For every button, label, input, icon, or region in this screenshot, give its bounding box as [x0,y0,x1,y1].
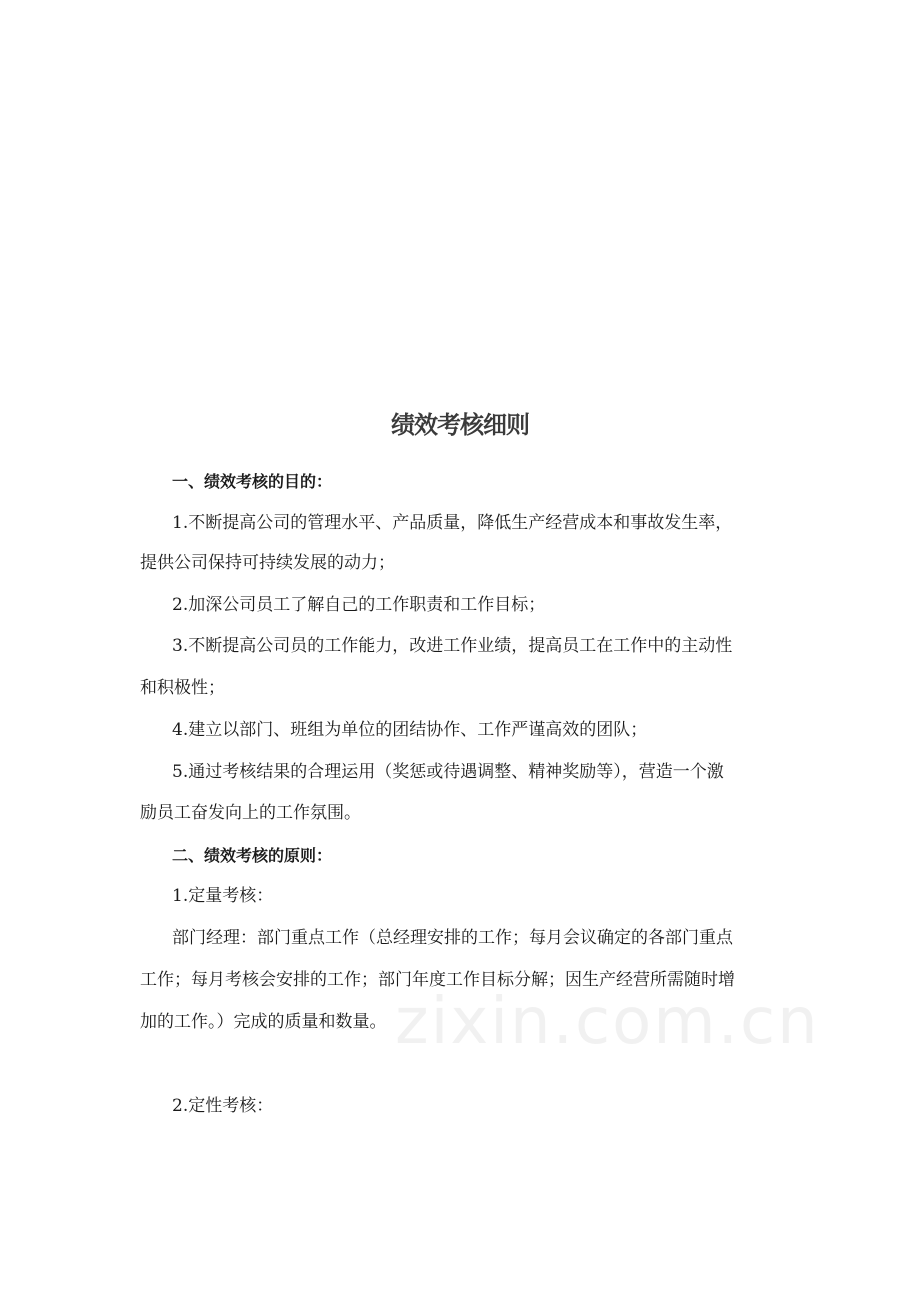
paragraph-line: 2.加深公司员工了解自己的工作职责和工作目标； [172,595,546,615]
paragraph-line: 励员工奋发向上的工作氛围。 [140,803,361,823]
paragraph-line: 部门经理：部门重点工作（总经理安排的工作；每月会议确定的各部门重点 [172,928,733,948]
paragraph-line: 提供公司保持可持续发展的动力； [140,553,395,573]
document-title: 绩效考核细则 [391,411,529,439]
section-heading-principles: 二、绩效考核的原则： [172,846,333,865]
paragraph-line: 和积极性； [140,678,225,698]
watermark: zixin.com.cn [395,985,820,1059]
paragraph-line: 2.定性考核： [172,1096,274,1116]
paragraph-line: 1.不断提高公司的管理水平、产品质量，降低生产经营成本和事故发生率， [172,513,733,533]
paragraph-line: 加的工作。）完成的质量和数量。 [140,1012,387,1032]
paragraph-line: 1.定量考核： [172,886,274,906]
paragraph-line: 5.通过考核结果的合理运用（奖惩或待遇调整、精神奖励等），营造一个激 [172,762,724,782]
paragraph-line: 3.不断提高公司员的工作能力，改进工作业绩，提高员工在工作中的主动性 [172,636,733,656]
paragraph-line: 4.建立以部门、班组为单位的团结协作、工作严谨高效的团队； [172,720,648,740]
section-heading-purpose: 一、绩效考核的目的： [172,472,333,491]
paragraph-line: 工作；每月考核会安排的工作；部门年度工作目标分解；因生产经营所需随时增 [140,970,735,990]
